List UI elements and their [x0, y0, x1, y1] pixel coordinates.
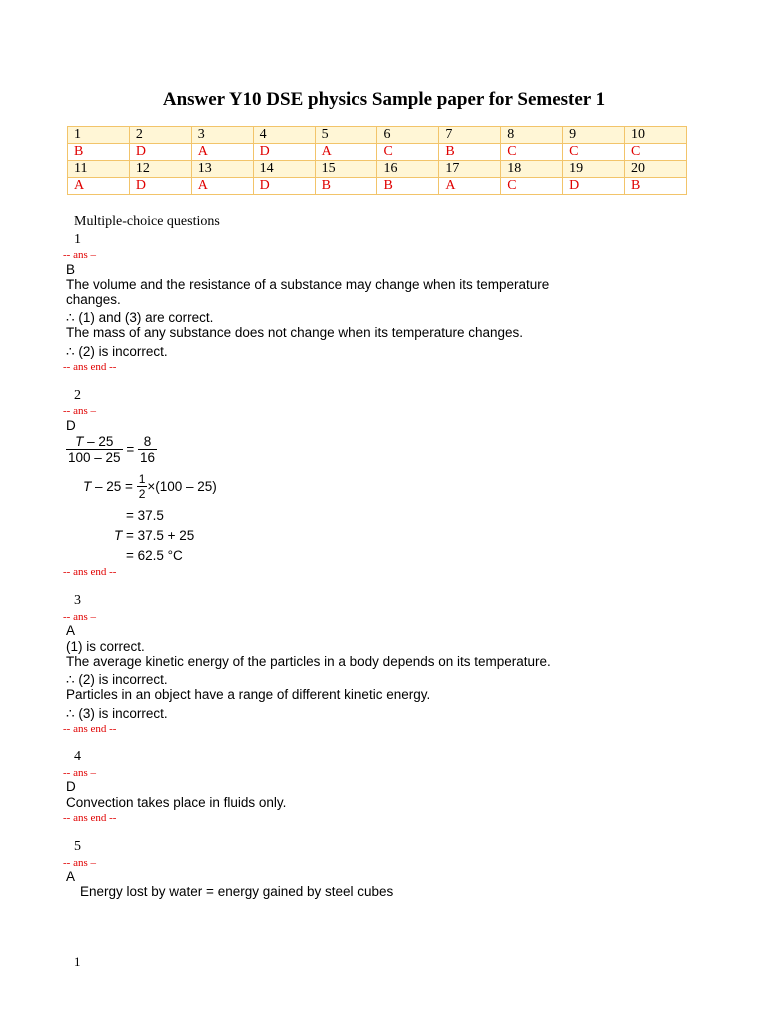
question-number: 2 — [74, 388, 81, 403]
table-row — [68, 161, 687, 178]
question-number: 3 — [74, 593, 81, 608]
answer-cell: C — [501, 144, 563, 161]
answer-cell: B — [439, 144, 501, 161]
table-row — [68, 178, 687, 195]
answer-letter: D — [66, 779, 76, 794]
question-number-cell: 15 — [315, 161, 377, 178]
equation-text: ×(100 – 25) — [147, 479, 217, 494]
answer-end-marker: -- ans end -- — [63, 812, 117, 824]
question-number-cell: 16 — [377, 161, 439, 178]
question-number: 1 — [74, 232, 81, 247]
answer-text: ∴ (1) and (3) are correct. — [66, 310, 214, 325]
question-number-cell: 13 — [191, 161, 253, 178]
denominator-text: 100 – 25 — [68, 450, 121, 465]
fraction — [137, 472, 148, 501]
answer-text: The mass of any substance does not change when its temperature changes. — [66, 325, 524, 340]
answer-cell: B — [68, 144, 130, 161]
answer-cell: C — [377, 144, 439, 161]
answer-letter: A — [66, 869, 76, 884]
equation-line: = 37.5 — [126, 508, 164, 523]
question-number-cell: 8 — [501, 127, 563, 144]
answer-start-marker: -- ans – — [63, 611, 96, 623]
variable: T — [75, 434, 84, 449]
question-number-cell: 4 — [253, 127, 315, 144]
answer-key-table — [67, 126, 687, 195]
question-number-cell: 14 — [253, 161, 315, 178]
answer-cell: A — [315, 144, 377, 161]
question-number-cell: 6 — [377, 127, 439, 144]
question-number-cell: 18 — [501, 161, 563, 178]
answer-text: changes. — [66, 292, 121, 307]
question-number-cell: 7 — [439, 127, 501, 144]
answer-cell: D — [129, 144, 191, 161]
question-number-cell: 10 — [625, 127, 687, 144]
answer-cell: D — [253, 144, 315, 161]
answer-cell: A — [191, 178, 253, 195]
answer-cell: B — [625, 178, 687, 195]
question-number: 5 — [74, 839, 81, 854]
answer-text: The volume and the resistance of a substance may change when its temperature — [66, 277, 550, 292]
question-number-cell: 2 — [129, 127, 191, 144]
answer-cell: C — [501, 178, 563, 195]
answer-start-marker: -- ans – — [63, 767, 96, 779]
answer-text: ∴ (2) is incorrect. — [66, 344, 168, 359]
answer-cell: A — [68, 178, 130, 195]
answer-cell: A — [439, 178, 501, 195]
page-number: 1 — [74, 954, 81, 969]
equation-line: = 62.5 °C — [126, 548, 183, 563]
question-number-cell: 1 — [68, 127, 130, 144]
answer-text: Particles in an object have a range of different kinetic energy. — [66, 687, 431, 702]
table-row — [68, 127, 687, 144]
question-number-cell: 9 — [563, 127, 625, 144]
section-title: Multiple-choice questions — [74, 214, 220, 229]
answer-cell: A — [191, 144, 253, 161]
question-number-cell: 11 — [68, 161, 130, 178]
answer-end-marker: -- ans end -- — [63, 723, 117, 735]
question-number-cell: 3 — [191, 127, 253, 144]
answer-cell: D — [253, 178, 315, 195]
fraction — [138, 434, 157, 465]
table-row — [68, 144, 687, 161]
answer-letter: B — [66, 262, 76, 277]
denominator-text: 16 — [139, 450, 155, 465]
answer-text: Energy lost by water = energy gained by steel cubes — [80, 884, 394, 899]
answer-cell: C — [625, 144, 687, 161]
answer-start-marker: -- ans – — [63, 857, 96, 869]
answer-start-marker: -- ans – — [63, 249, 96, 261]
equation-text: – 25 = — [91, 479, 133, 494]
question-number-cell: 19 — [563, 161, 625, 178]
fraction — [66, 434, 123, 465]
answer-text: ∴ (3) is incorrect. — [66, 706, 168, 721]
answer-start-marker: -- ans – — [63, 405, 96, 417]
answer-text: ∴ (2) is incorrect. — [66, 672, 168, 687]
answer-letter: A — [66, 623, 76, 638]
question-number-cell: 5 — [315, 127, 377, 144]
answer-text: Convection takes place in fluids only. — [66, 795, 287, 810]
numerator-text: 8 — [143, 434, 152, 449]
answer-cell: C — [563, 144, 625, 161]
numerator-text: – 25 — [83, 434, 114, 449]
equation-text: = 37.5 + 25 — [122, 528, 195, 543]
equation-line — [114, 528, 194, 543]
page-title: Answer Y10 DSE physics Sample paper for Semester 1 — [162, 89, 606, 110]
answer-cell: D — [129, 178, 191, 195]
answer-cell: B — [377, 178, 439, 195]
variable: T — [114, 528, 123, 543]
equation-line — [83, 472, 217, 501]
answer-text: (1) is correct. — [66, 639, 145, 654]
answer-letter: D — [66, 418, 76, 433]
numerator-text: 1 — [138, 472, 146, 486]
answer-end-marker: -- ans end -- — [63, 361, 117, 373]
question-number-cell: 20 — [625, 161, 687, 178]
question-number-cell: 17 — [439, 161, 501, 178]
question-number-cell: 12 — [129, 161, 191, 178]
variable: T — [83, 479, 92, 494]
equation-line: $\frac{T - 25}{100 - 25}$ = $\frac{8}{16}$ — [68, 434, 155, 465]
answer-text: The average kinetic energy of the particles in a body depends on its temperature. — [66, 654, 551, 669]
denominator-text: 2 — [138, 487, 146, 501]
answer-end-marker: -- ans end -- — [63, 566, 117, 578]
answer-cell: B — [315, 178, 377, 195]
answer-cell: D — [563, 178, 625, 195]
question-number: 4 — [74, 749, 81, 764]
